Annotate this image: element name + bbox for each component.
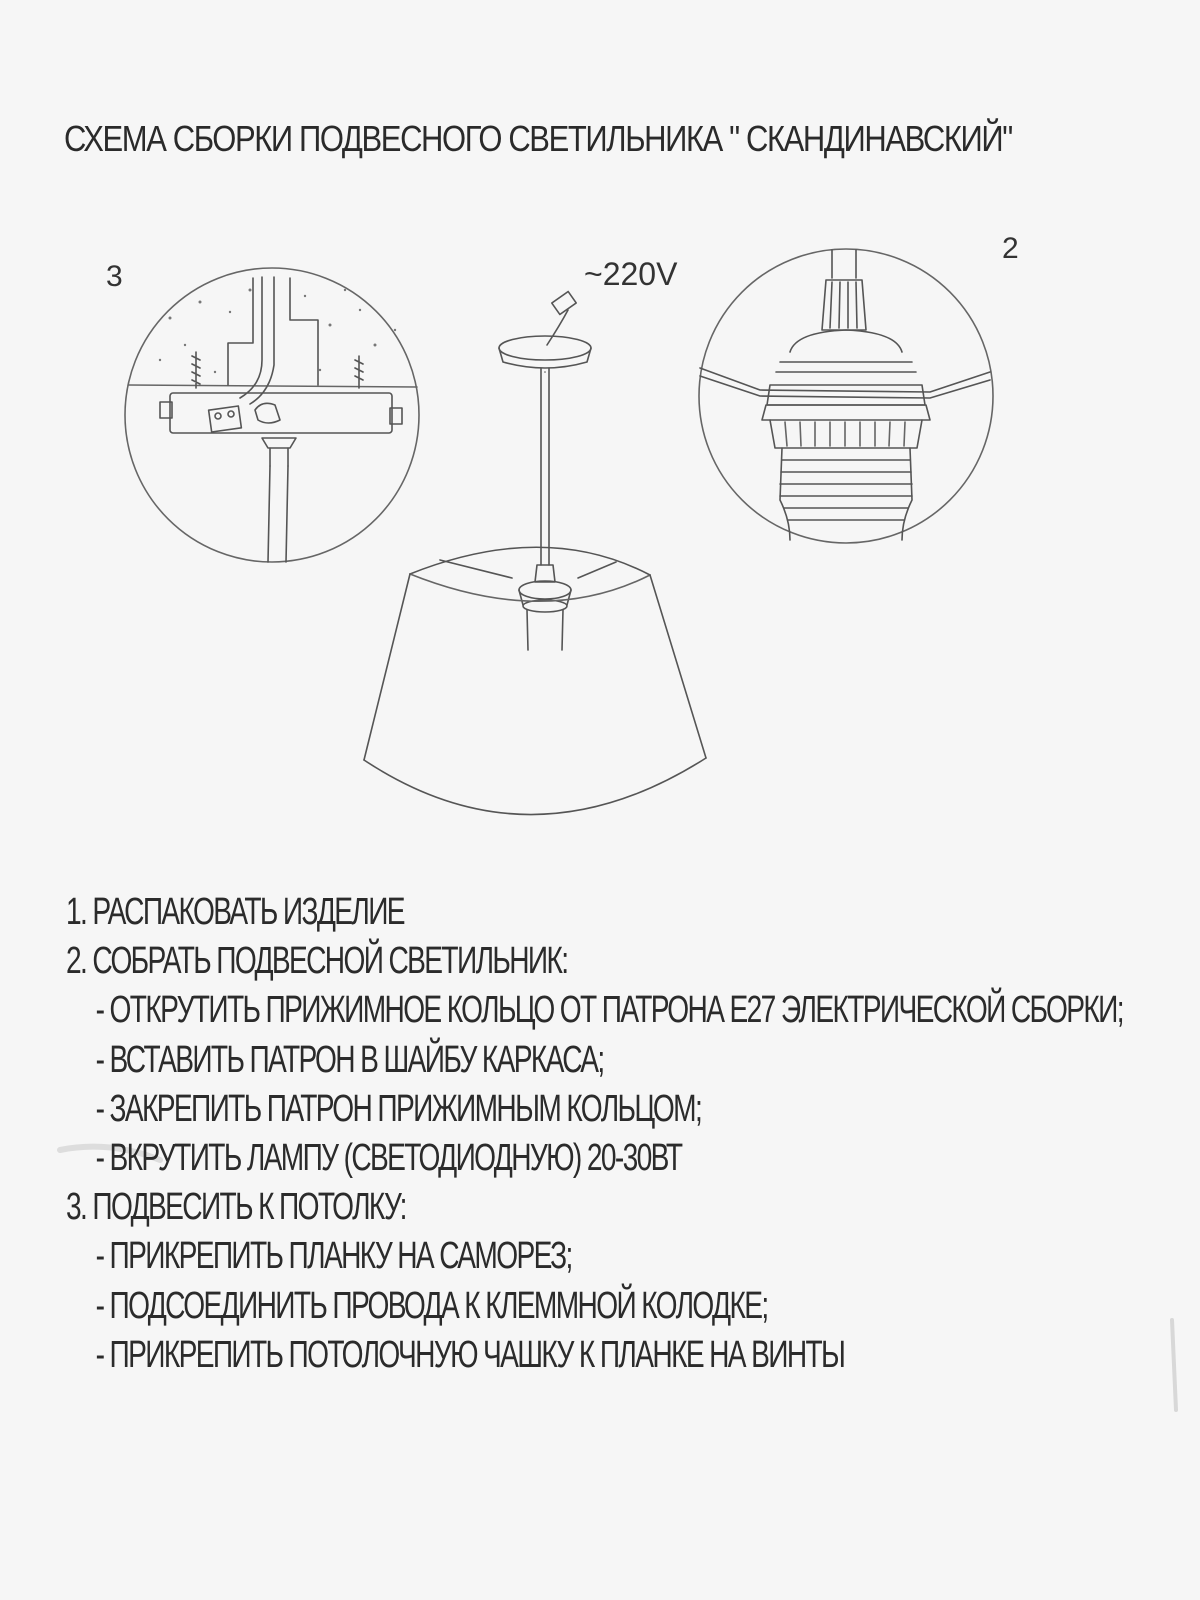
step-2-sub-3: - ЗАКРЕПИТЬ ПАТРОН ПРИЖИМНЫМ КОЛЬЦОМ; [95,1087,702,1130]
detail-label-3: 3 [106,260,123,293]
detail-3-ceiling-mount [125,268,419,562]
step-2-sub-1: - ОТКРУТИТЬ ПРИЖИМНОЕ КОЛЬЦО ОТ ПАТРОНА Е27 ЭЛЕКТРИЧЕСКОЙ СБОРКИ; [95,989,1123,1032]
voltage-label: ~220V [584,256,678,292]
step-2-sub-2: - ВСТАВИТЬ ПАТРОН В ШАЙБУ КАРКАСА; [95,1038,604,1081]
detail-2-socket [699,249,993,543]
detail-label-2: 2 [1002,232,1019,265]
page-title: СХЕМА СБОРКИ ПОДВЕСНОГО СВЕТИЛЬНИКА " СКАНДИНАВСКИЙ" [64,118,1012,159]
step-1: 1. РАСПАКОВАТЬ ИЗДЕЛИЕ [66,891,404,933]
step-3-sub-3: - ПРИКРЕПИТЬ ПОТОЛОЧНУЮ ЧАШКУ К ПЛАНКЕ НА ВИНТЫ [95,1333,845,1376]
step-3-sub-1: - ПРИКРЕПИТЬ ПЛАНКУ НА САМОРЕЗ; [95,1235,572,1278]
step-2-sub-4: - ВКРУТИТЬ ЛАМПУ (СВЕТОДИОДНУЮ) 20-30ВТ [95,1137,682,1180]
pendant-lamp [364,292,706,815]
step-3-sub-2: - ПОДСОЕДИНИТЬ ПРОВОДА К КЛЕММНОЙ КОЛОДКЕ; [95,1284,768,1327]
step-3: 3. ПОДВЕСИТЬ К ПОТОЛКУ: [66,1186,406,1229]
step-2: 2. СОБРАТЬ ПОДВЕСНОЙ СВЕТИЛЬНИК: [66,940,568,983]
assembly-instructions [66,888,1123,1380]
